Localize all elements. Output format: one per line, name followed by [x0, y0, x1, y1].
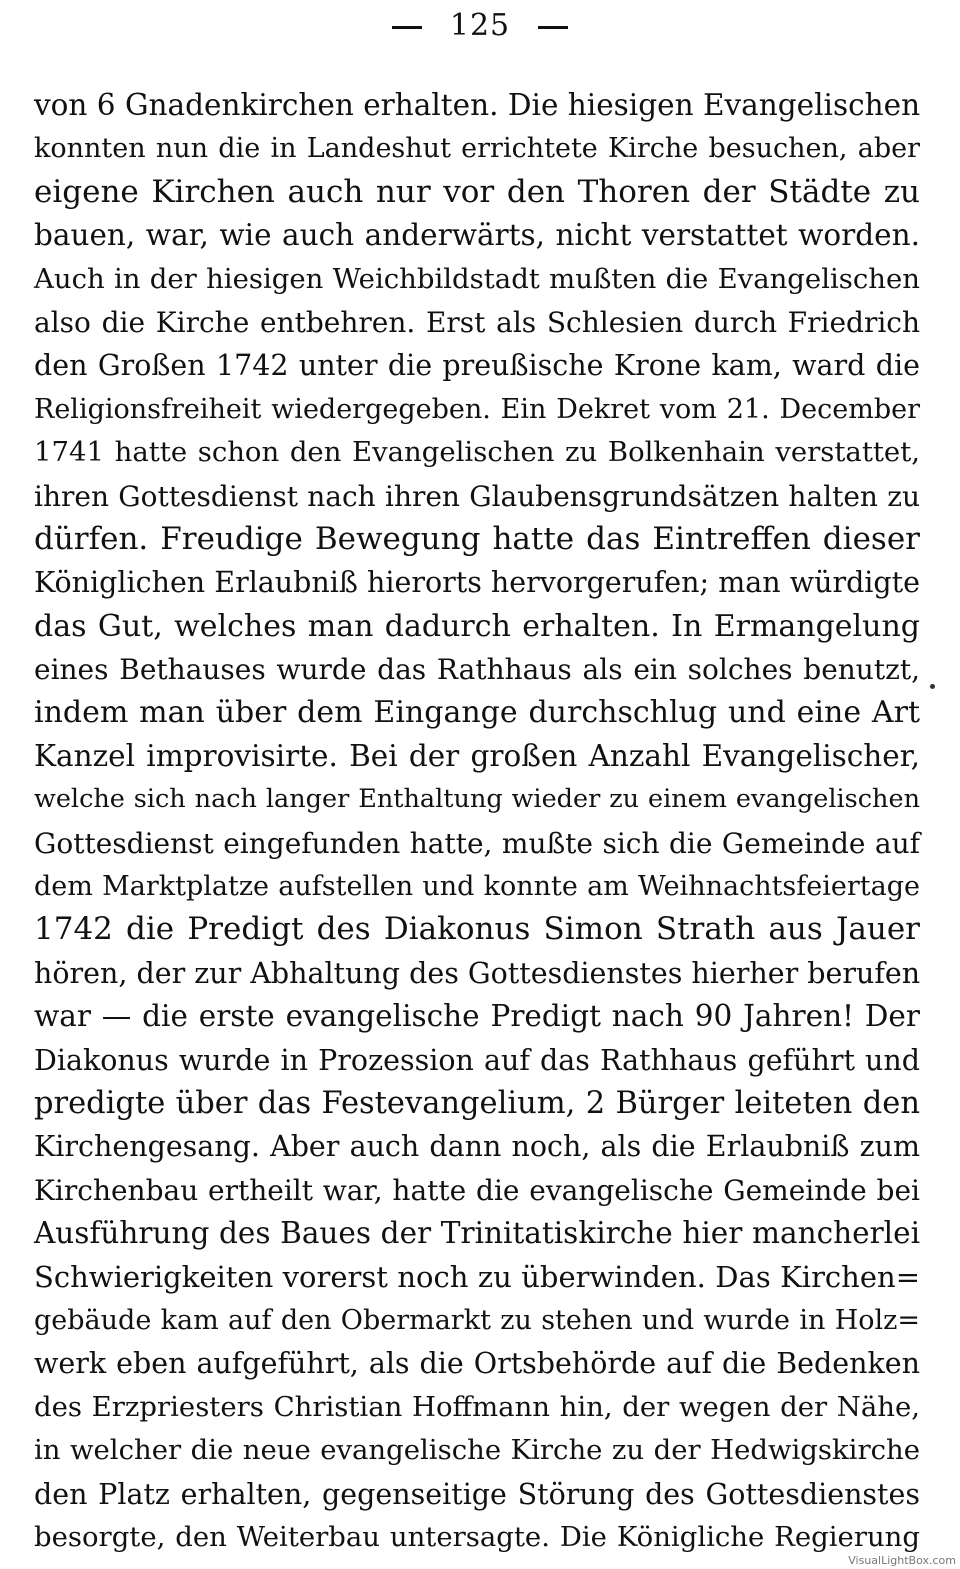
text-line: ihren Gottesdienst nach ihren Glaubensgrundsätzen halten zu [34, 479, 920, 513]
left-dash [392, 26, 422, 29]
page-number: 125 [449, 8, 511, 43]
text-line: werk eben aufgeführt, als die Ortsbehörde auf die Bedenken [34, 1347, 920, 1381]
text-line: dem Marktplatze aufstellen und konnte am Weihnachtsfeiertage [34, 871, 920, 903]
text-line: Schwierigkeiten vorerst noch zu überwinden. Das Kirchen= [34, 1259, 920, 1294]
text-line: dürfen. Freudige Bewegung hatte das Eintreffen dieser [34, 520, 920, 557]
text-line: konnten nun die in Landeshut errichtete Kirche besuchen, aber [34, 133, 920, 165]
text-line: Auch in der hiesigen Weichbildstadt mußten die Evangelischen [34, 262, 920, 295]
text-line: Diakonus wurde in Prozession auf das Rathhaus geführt und [34, 1043, 920, 1077]
text-line: eines Bethauses wurde das Rathhaus als ein solches benutzt, [34, 653, 920, 687]
text-line: Kirchenbau ertheilt war, hatte die evangelische Gemeinde bei [34, 1173, 920, 1207]
text-line: Ausführung des Baues der Trinitatiskirche hier mancherlei [34, 1216, 920, 1251]
text-line: besorgte, den Weiterbau untersagte. Die Königliche Regierung [34, 1520, 920, 1553]
text-line: eigene Kirchen auch nur vor den Thoren der Städte zu [34, 173, 920, 210]
text-line: predigte über das Festevangelium, 2 Bürger leiteten den [34, 1085, 920, 1121]
text-line: in welcher die neue evangelische Kirche zu der Hedwigskirche [34, 1434, 920, 1467]
text-line: 1742 die Predigt des Diakonus Simon Strath aus Jauer [34, 911, 920, 948]
text-line: also die Kirche entbehren. Erst als Schlesien durch Friedrich [34, 305, 920, 339]
text-line: hören, der zur Abhaltung des Gottesdienstes hierher berufen [34, 956, 921, 990]
page-header [0, 6, 960, 46]
text-line: gebäude kam auf den Obermarkt zu stehen und wurde in Holz= [34, 1304, 920, 1336]
text-line: des Erzpriesters Christian Hoffmann hin, der wegen der Nähe, [34, 1390, 920, 1423]
text-line: welche sich nach langer Enthaltung wieder zu einem evangelischen [34, 784, 920, 815]
text-line: Königlichen Erlaubniß hierorts hervorgerufen; man würdigte [34, 566, 920, 600]
right-dash [538, 26, 568, 29]
body-text [34, 84, 920, 1559]
text-line: Gottesdienst eingefunden hatte, mußte sich die Gemeinde auf [34, 826, 920, 860]
text-line: war — die erste evangelische Predigt nach 90 Jahren! Der [34, 999, 920, 1034]
text-line: Kanzel improvisirte. Bei der großen Anzahl Evangelischer, [34, 738, 920, 773]
text-line: bauen, war, wie auch anderwärts, nicht verstattet worden. [34, 218, 920, 253]
ink-speck [930, 684, 935, 689]
text-line: indem man über dem Eingange durchschlug und eine Art [34, 695, 920, 731]
text-line: Kirchengesang. Aber auch dann noch, als die Erlaubniß zum [34, 1130, 920, 1164]
text-line: 1741 hatte schon den Evangelischen zu Bolkenhain verstattet, [34, 436, 920, 469]
text-line: das Gut, welches man dadurch erhalten. In Ermangelung [34, 608, 920, 644]
text-line: von 6 Gnadenkirchen erhalten. Die hiesigen Evangelischen [34, 88, 921, 122]
text-line: Religionsfreiheit wiedergegeben. Ein Dekret vom 21. December [34, 393, 920, 425]
text-line: den Großen 1742 unter die preußische Krone kam, ward die [34, 349, 920, 383]
watermark: VisualLightBox.com [848, 1554, 956, 1567]
text-line: den Platz erhalten, gegenseitige Störung des Gottesdienstes [34, 1477, 920, 1511]
